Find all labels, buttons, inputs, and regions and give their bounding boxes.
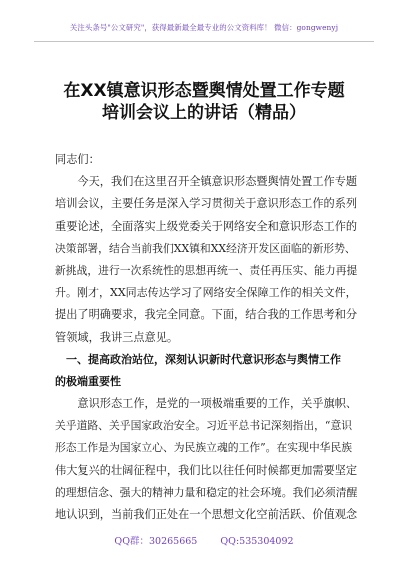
footer-contact bbox=[0, 533, 408, 547]
paragraph-line: 提出了明确要求，我完全同意。下面，结合我的工作思考和分 bbox=[55, 308, 358, 322]
paragraph-line: 管领域，我讲三点意见。 bbox=[55, 330, 179, 344]
section-line: 意识形态工作，是党的一项极端重要的工作，关乎旗帜、 bbox=[55, 397, 358, 411]
title-line-2: 培训会议上的讲话（精品） bbox=[102, 103, 306, 123]
paragraph-line: 培训会议，主要任务是深入学习贯彻关于意识形态工作的系列 bbox=[55, 197, 358, 211]
document-title bbox=[0, 80, 408, 124]
paragraph-line: 升。刚才，XX同志传达学习了网络安全保障工作的相关文件， bbox=[55, 286, 357, 300]
title-line-1: 在XX镇意识形态暨舆情处置工作专题 bbox=[63, 81, 345, 101]
section-line: 关乎道路、关乎国家政治安全。习近平总书记深刻指出，“意识 bbox=[55, 419, 353, 433]
qq-text: QQ:535304092 bbox=[220, 536, 294, 547]
header-divider bbox=[34, 41, 374, 42]
section-line: 的理想信念、强大的精神力量和稳定的社会环境。我们必须清醒 bbox=[55, 485, 358, 499]
qq-group-text: QQ群：30265665 bbox=[114, 536, 198, 547]
salutation: 同志们： bbox=[55, 153, 100, 166]
paragraph-line: 重要论述，全面落实上级党委关于网络安全和意识形态工作的 bbox=[55, 219, 358, 233]
section-heading-line: 的极端重要性 bbox=[55, 374, 121, 388]
section-line: 地认识到，当前我们正处在一个思想文化空前活跃、价值观念 bbox=[55, 508, 358, 521]
header-banner: 关注头条号"公文研究"，获得最新最全最专业的公文资料库！ 微信：gongwenyj bbox=[69, 23, 339, 32]
paragraph-line: 今天，我们在这里召开全镇意识形态暨舆情处置工作专题 bbox=[55, 175, 358, 189]
section-heading-line: 一、提高政治站位，深刻认识新时代意识形态与舆情工作 bbox=[55, 352, 341, 366]
section-line: 形态工作是为国家立心、为民族立魂的工作”。在实现中华民族 bbox=[55, 441, 353, 455]
document-body bbox=[55, 149, 357, 526]
section-line: 伟大复兴的壮阔征程中，我们比以往任何时候都更加需要坚定 bbox=[55, 463, 358, 477]
paragraph-line: 新挑战，进行一次系统性的思想再统一、责任再压实、能力再提 bbox=[55, 263, 358, 277]
paragraph-line: 决策部署，结合当前我们XX镇和XX经济开发区面临的新形势、 bbox=[55, 241, 356, 255]
